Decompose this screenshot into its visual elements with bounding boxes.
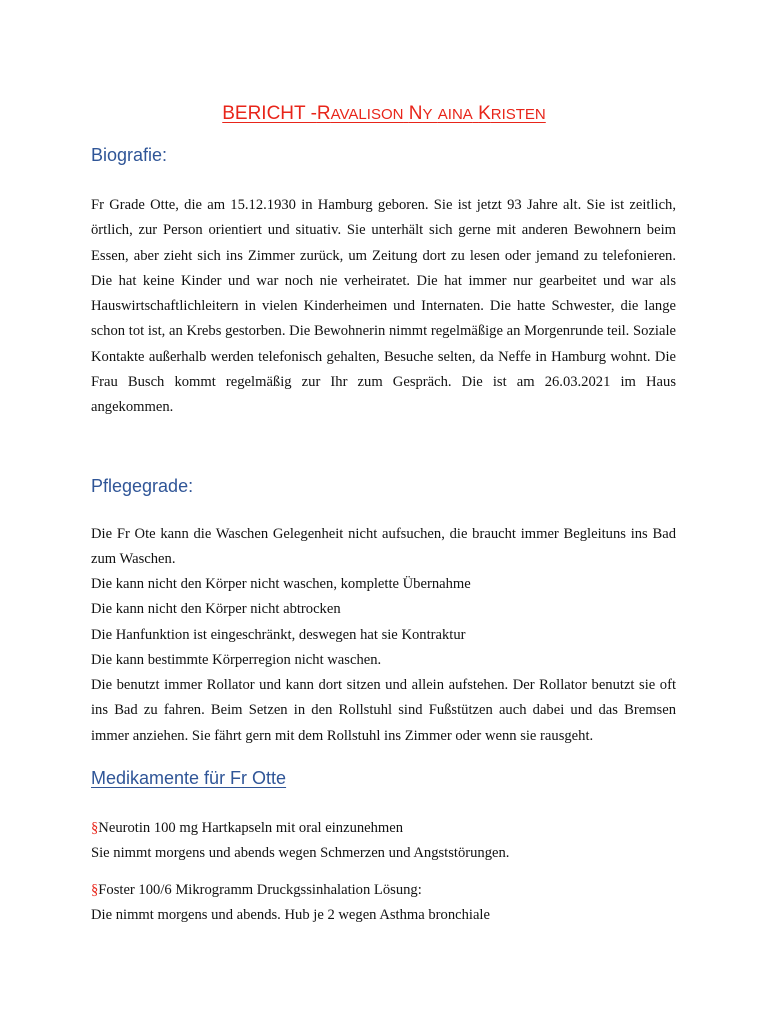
- paragraph-marker: §: [91, 820, 99, 836]
- title-name-part-2-rest: Y: [422, 106, 433, 123]
- pflegegrade-line-4: Die Hanfunktion ist eingeschränkt, deswegen hat sie Kontraktur: [91, 627, 466, 643]
- pflegegrade-line-6: Die benutzt immer Rollator und kann dort sitzen und allein aufstehen. Der Rollator benutzt sie oft ins Bad zu fahren. Beim Setzen in den Rollstuhl sind Fußstützen auch dabei und das Bremsen immer anziehen. Sie fährt gern mit dem Rollstuhl ins Zimmer oder wenn sie rausgeht.: [91, 677, 676, 744]
- medication-name-line: Foster 100/6 Mikrogramm Druckgssinhalation Lösung:: [98, 882, 422, 898]
- title-name-part-3-rest: AINA: [437, 106, 473, 123]
- pflegegrade-line-5: Die kann bestimmte Körperregion nicht waschen.: [91, 652, 382, 668]
- biografie-heading: Biografie:: [91, 145, 168, 165]
- medication-name-line: Neurotin 100 mg Hartkapseln mit oral einzunehmen: [98, 820, 404, 836]
- medikamente-heading: Medikamente für Fr Otte: [91, 768, 287, 788]
- pflegegrade-line-3: Die kann nicht den Körper nicht abtrocken: [91, 601, 341, 617]
- biografie-paragraph: Fr Grade Otte, die am 15.12.1930 in Hamburg geboren. Sie ist jetzt 93 Jahre alt. Sie ist zeitlich, örtlich, zur Person orientiert und situativ. Sie unterhält sich gerne mit anderen Bewohnern beim Essen, aber zieht sich ins Zimmer zurück, um Zeitung dort zu lesen oder jemand zu telefonieren. Die hat keine Kinder und war noch nie verheiratet. Die hat immer nur gearbeitet und war als Hauswirtschaftlichleitern in vielen Kinderheimen und Internaten. Die hatte Schwester, die lange schon tot ist, an Krebs gestorben. Die Bewohnerin nimmt regelmäßige an Morgenrunde teil. Soziale Kontakte außerhalb werden telefonisch gehalten, Besuche selten, da Neffe in Hamburg wohnt. Die Frau Busch kommt regelmäßig zur Ihr zum Gespräch. Die ist am 26.03.2021 im Haus angekommen.: [91, 197, 676, 416]
- title-name-part-4-initial: K: [478, 103, 491, 124]
- medication-detail-1: Sie nimmt morgens und abends wegen Schmerzen und Angststörungen.: [91, 845, 510, 861]
- title-prefix: BERICHT -: [222, 103, 317, 124]
- document-title: [0, 103, 768, 125]
- title-name-part-1-rest: AVALISON: [330, 106, 404, 123]
- paragraph-marker: §: [91, 882, 99, 898]
- medication-detail-2: Die nimmt morgens und abends. Hub je 2 wegen Asthma bronchiale: [91, 907, 490, 923]
- pflegegrade-heading: Pflegegrade:: [91, 476, 194, 496]
- title-name-part-1-initial: R: [316, 103, 331, 124]
- pflegegrade-line-2: Die kann nicht den Körper nicht waschen, komplette Übernahme: [91, 576, 471, 592]
- medication-item-1: [91, 816, 676, 841]
- title-name-part-4-rest: RISTEN: [490, 106, 546, 123]
- title-name-part-2-initial: N: [408, 103, 423, 124]
- pflegegrade-line-1: Die Fr Ote kann die Waschen Gelegenheit nicht aufsuchen, die braucht immer Begleituns ins Bad zum Waschen.: [91, 526, 676, 568]
- medication-item-2: [91, 878, 676, 903]
